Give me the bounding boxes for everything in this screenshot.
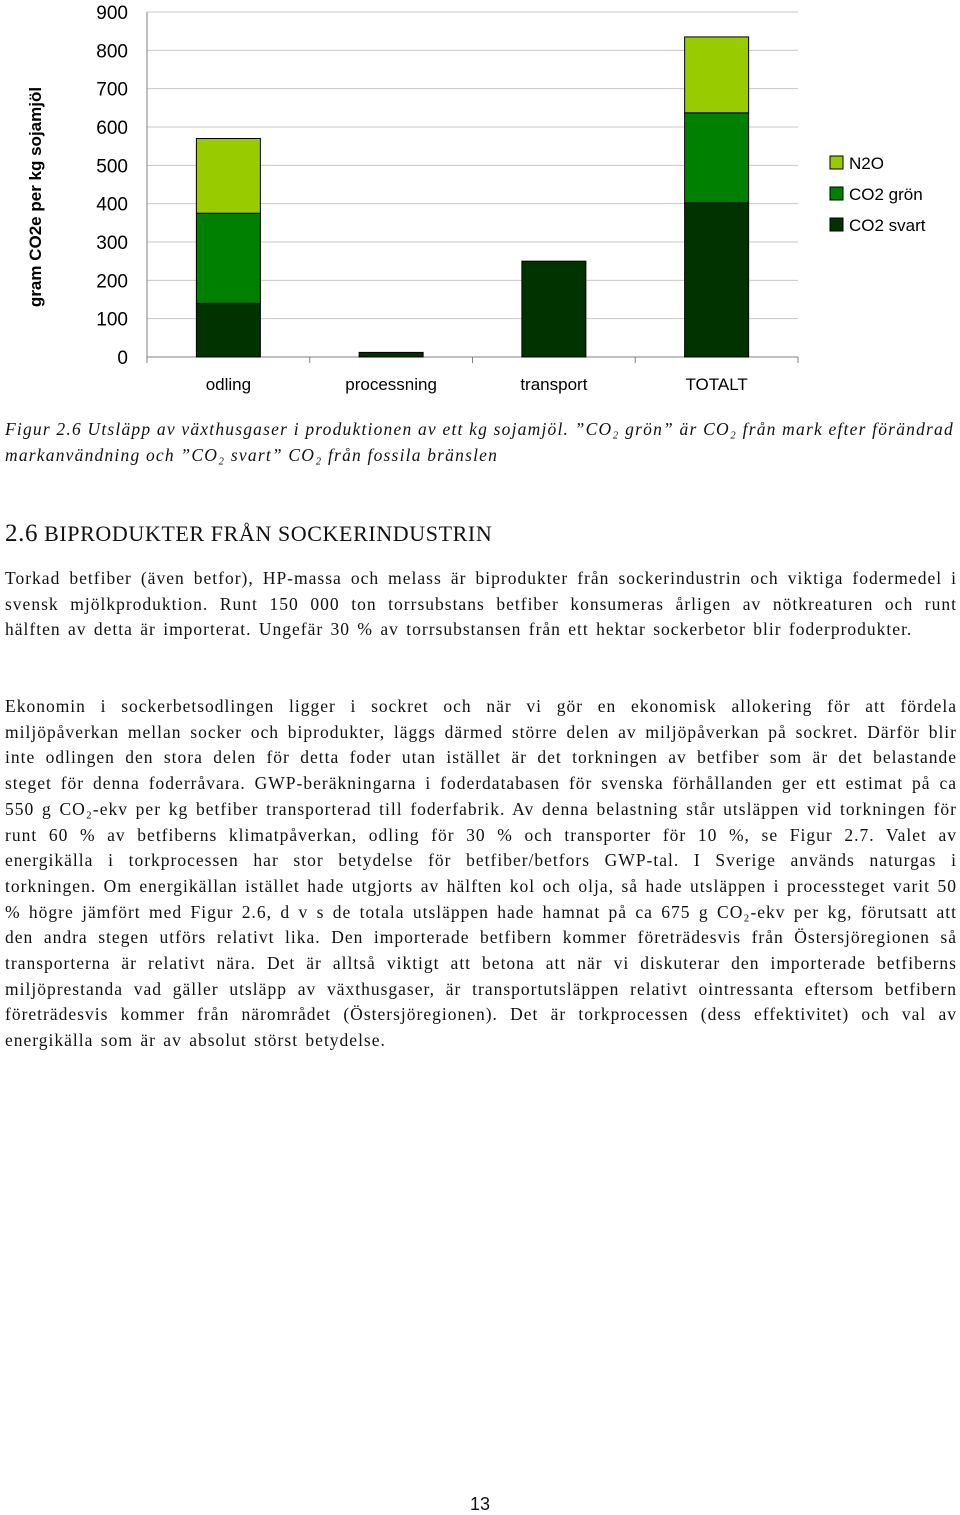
y-tick-label: 500 [96,156,128,178]
paragraph-2: Ekonomin i sockerbetsodlingen ligger i sockret och när vi gör en ekonomisk allokering för att fördela miljöpåverkan mellan socker och biprodukter, läggs därmed större delen av miljöpåverkan på sockret. Därför blir inte odlingen den stora delen för detta foder utan istället är det torkningen av betfiber som är det belastande steget för denna foderråvara. GWP-beräkningarna i foderdatabasen för svenska förhållanden ger ett estimat på ca 550 g CO₂-ekv per kg betfiber transporterad till foderfabrik. Av denna belastning står utsläppen vid torkningen för runt 60 % av betfiberns klimatpåverkan, odling för 30 % och transporter för 10 %, se Figur 2.7. Valet av energikälla i torkprocessen har stor betydelse för betfiber/betfors GWP-tal. I Sverige används naturgas i torkningen. Om energikällan istället hade utgjorts av hälften kol och olja, så hade utsläppen i processteget varit 50 % högre jämfört med Figur 2.6, d v s de totala utsläppen hade hamnat på ca 675 g CO₂-ekv per kg, förutsatt att den andra stegen utförs relativt lika. Den importerade betfibern kommer företrädesvis från Östersjöregionen så transporterna är relativt nära. Det är alltså viktigt att betona att när vi diskuterar den importerade betfiberns miljöprestanda vad gäller utsläpp av växthusgaser, är transportutsläppen relativt ointressanta eftersom betfibern företrädesvis kommer från närområdet (Östersjöregionen). Det är torkprocessen (dess effektivitet) och val av energikälla som är av absolut störst betydelse. [5,696,957,1051]
legend-label: CO2 grön [849,185,923,204]
bar-segment [196,213,260,303]
y-tick-label: 200 [96,271,128,293]
x-tick-label: odling [205,375,252,394]
legend-label: N2O [849,154,884,173]
y-tick-label: 100 [96,309,128,331]
bar-segment [685,113,749,203]
y-axis-label: gram CO2e per kg sojamjöl [26,86,45,308]
y-tick-label: 800 [96,41,128,63]
section-heading [5,520,492,548]
stacked-bar-chart [0,0,960,410]
y-tick-label: 0 [117,348,128,369]
x-tick-label: transport [520,375,588,394]
bar-segment [196,303,260,357]
section-title: BIPRODUKTER FRÅN SOCKERINDUSTRIN [44,521,493,546]
bar-segment [685,203,749,357]
y-tick-label: 300 [96,233,128,254]
figure-caption: Figur 2.6 Utsläpp av växthusgaser i produktionen av ett kg sojamjöl. ”CO₂ grön” är CO₂ från mark efter förändrad markanvändning och ”CO₂ svart” CO₂ från fossila bränslen [5,419,954,465]
paragraph-1: Torkad betfiber (även betfor), HP-massa och melass är biprodukter från sockerindustrin och viktiga fodermedel i svensk mjölkproduktion. Runt 150 000 ton torrsubstans betfiber konsumeras årligen av nötkreaturen och runt hälften av detta är importerat. Ungefär 30 % av torrsubstansen från ett hektar sockerbetor blir foderprodukter. [5,568,957,640]
section-number: 2.6 [5,520,39,547]
legend-swatch [830,187,843,200]
bar-segment [685,37,749,113]
y-tick-label: 700 [96,79,128,101]
bar-segment [522,261,586,357]
legend-swatch [830,156,843,169]
bar-segment [196,139,260,214]
bar-segment [359,352,423,357]
x-tick-label: TOTALT [685,375,748,394]
chart-legend [830,154,926,235]
x-tick-label: processning [345,375,437,394]
y-tick-label: 400 [96,194,128,216]
legend-label: CO2 svart [849,216,926,235]
page-number: 13 [469,1494,491,1514]
plot-area [96,3,798,394]
y-tick-label: 900 [96,3,128,24]
legend-swatch [830,218,843,231]
y-tick-label: 600 [96,118,128,139]
